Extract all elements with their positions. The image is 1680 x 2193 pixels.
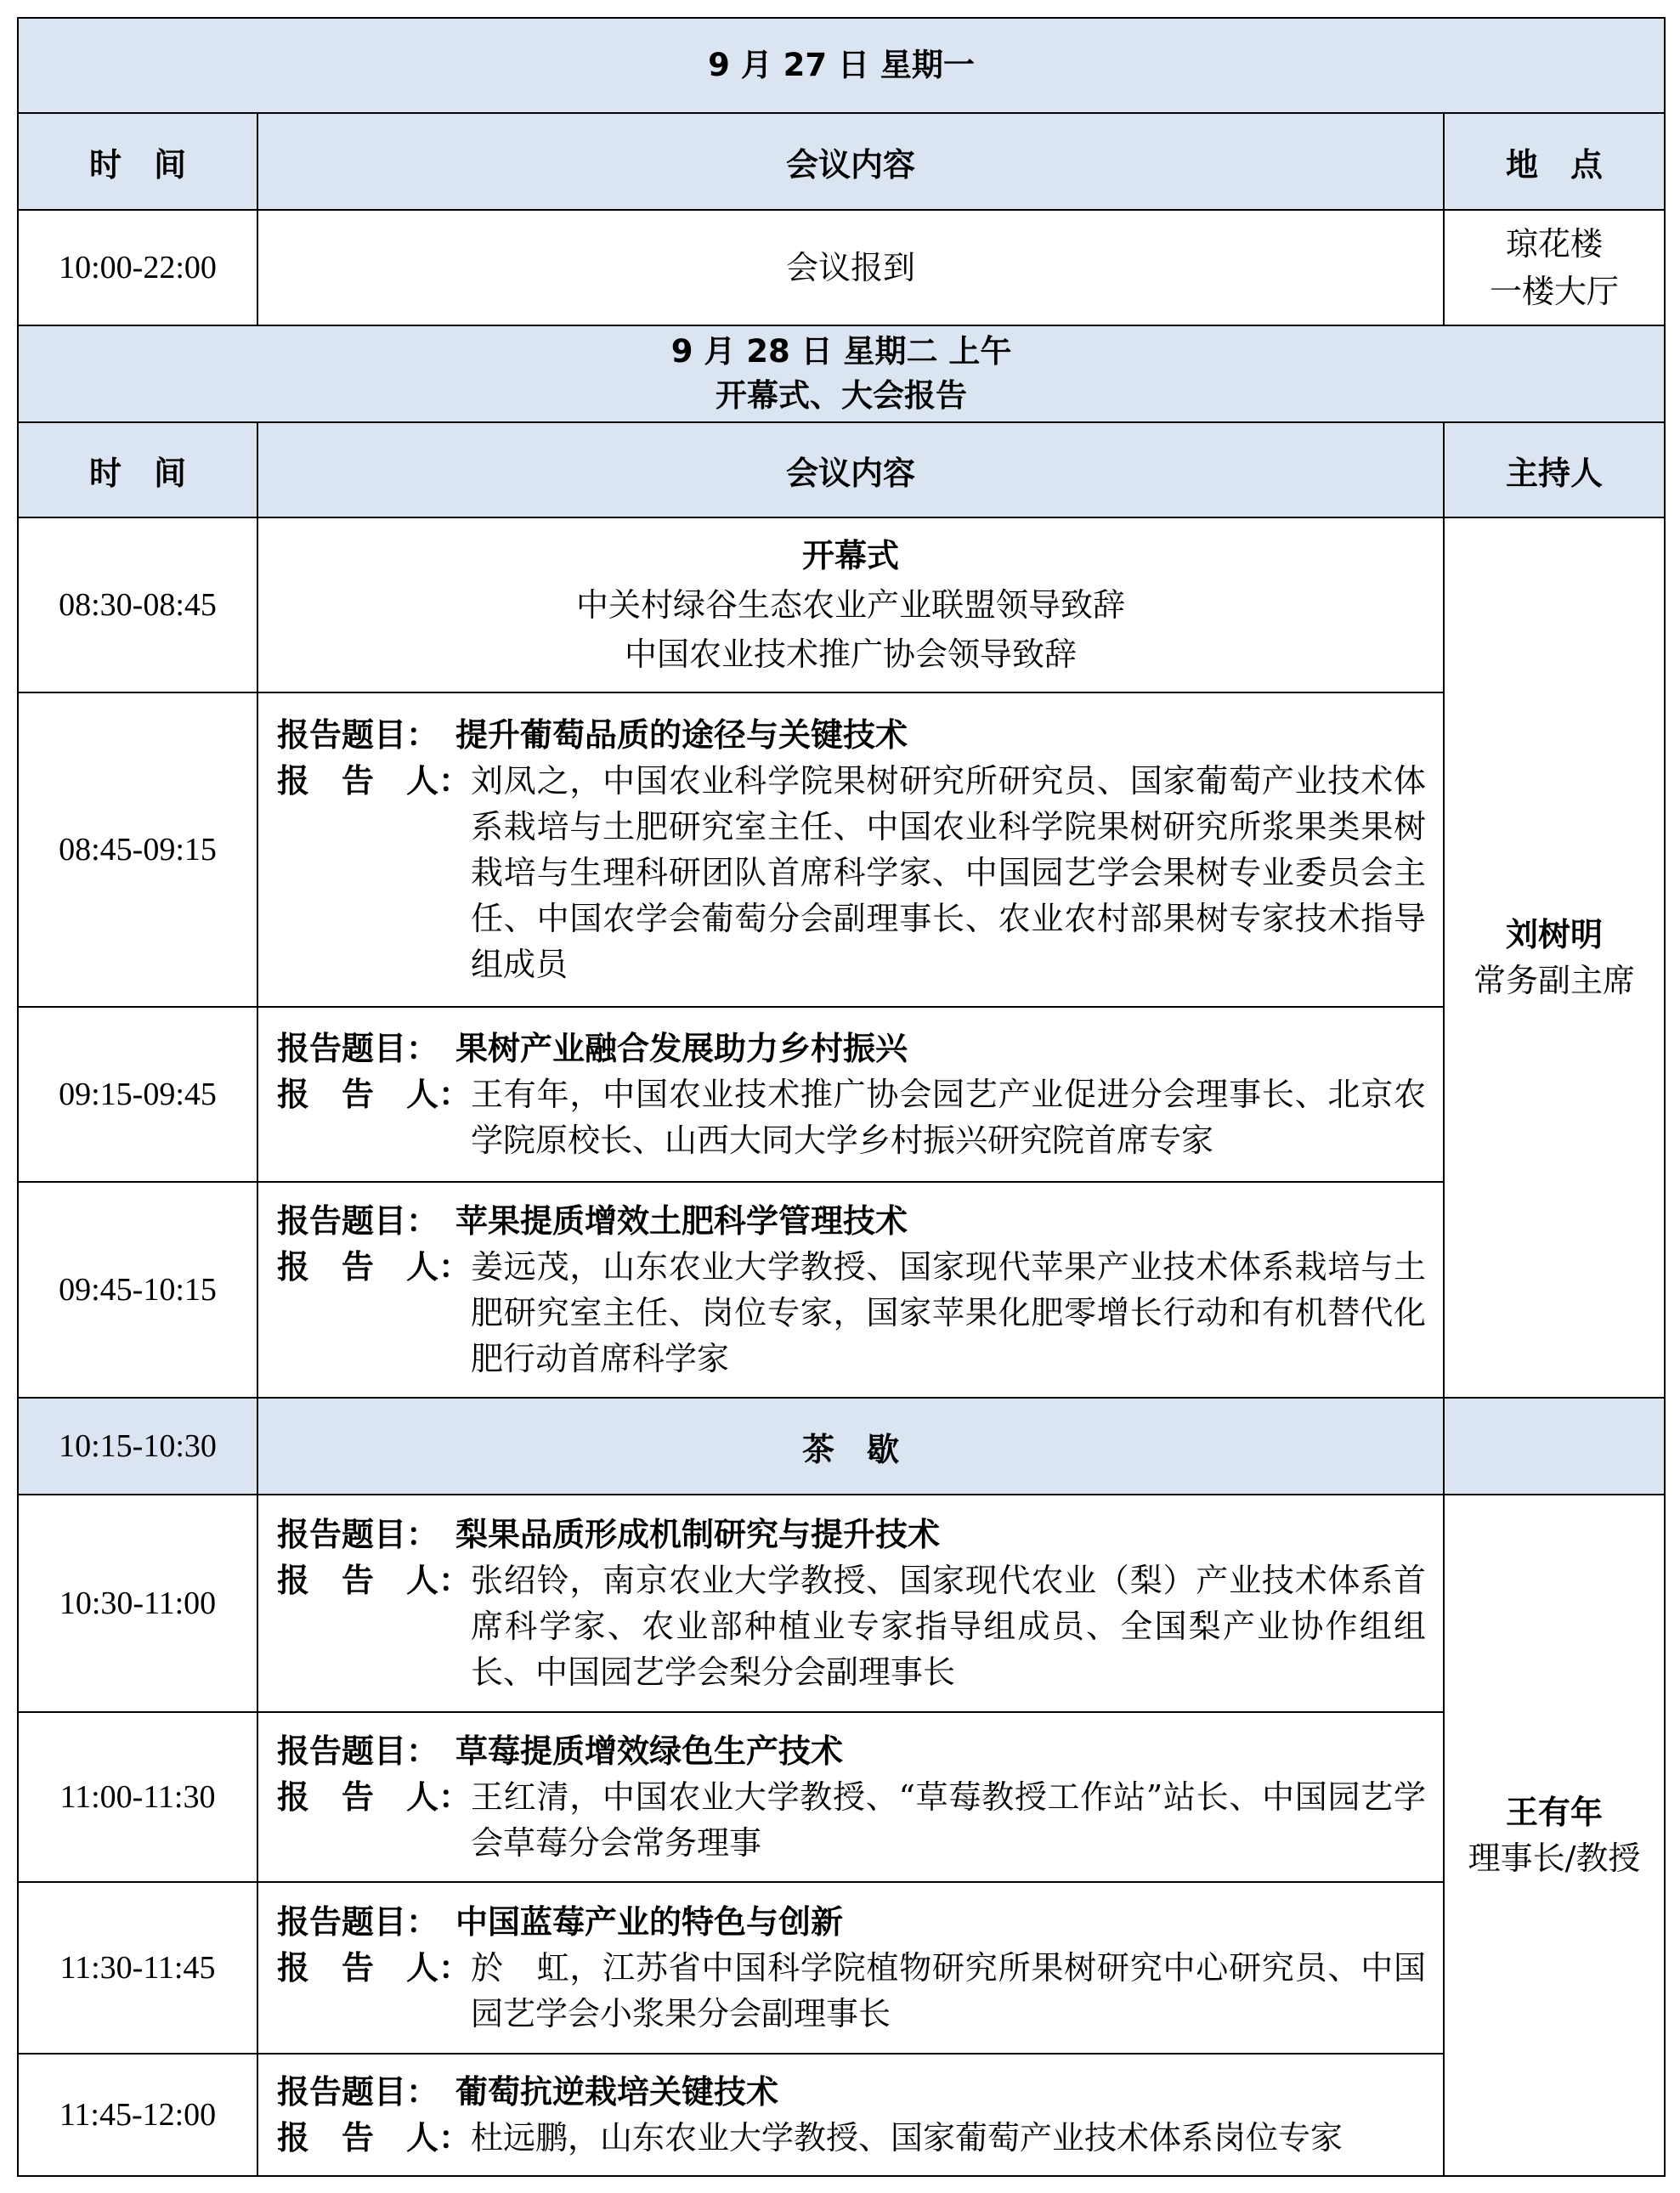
- talk-title-label: 报告题目：: [277, 1903, 439, 1941]
- chair-1: [1444, 517, 1665, 1398]
- talk-time: 11:45-12:00: [18, 2054, 257, 2176]
- talk-title-label: 报告题目：: [277, 716, 439, 754]
- talk-speaker: 於 虹，江苏省中国科学院植物研究所果树研究中心研究员、中国园艺学会小浆果分会副理事长: [471, 1949, 1426, 2032]
- talk-cell: [257, 2054, 1444, 2176]
- talk-cell: [257, 1882, 1444, 2054]
- talk-title: 草莓提质增效绿色生产技术: [455, 1732, 844, 1770]
- talk-speaker: 王有年，中国农业技术推广协会园艺产业促进分会理事长、北京农学院原校长、山西大同大学乡村振兴研究院首席专家: [471, 1076, 1426, 1159]
- talk-speaker: 王红清，中国农业大学教授、“草莓教授工作站”站长、中国园艺学会草莓分会常务理事: [471, 1778, 1426, 1862]
- talk-speaker-label: 报 告 人：: [277, 1949, 472, 1987]
- header-host: 主持人: [1444, 422, 1665, 517]
- talk-title: 中国蓝莓产业的特色与创新: [455, 1903, 844, 1941]
- talk-cell: [257, 1007, 1444, 1182]
- registration-time: 10:00-22:00: [18, 210, 257, 325]
- talk-title-label: 报告题目：: [277, 1516, 439, 1553]
- talk-speaker-label: 报 告 人：: [277, 1076, 472, 1113]
- talk-speaker-label: 报 告 人：: [277, 1778, 472, 1816]
- talk-title-label: 报告题目：: [277, 1202, 439, 1240]
- talk-title: 苹果提质增效土肥科学管理技术: [455, 1202, 908, 1240]
- talk-speaker-label: 报 告 人：: [277, 1562, 472, 1599]
- day1-title: 9 月 27 日 星期一: [18, 18, 1665, 113]
- place-line-2: 一楼大厅: [1490, 273, 1620, 310]
- opening-title: 开幕式: [801, 537, 899, 574]
- talk-time: 08:45-09:15: [18, 692, 257, 1007]
- talk-cell: [257, 1182, 1444, 1398]
- registration-place: [1444, 210, 1665, 325]
- chair-2-name: 王有年: [1506, 1794, 1604, 1831]
- break-empty-cell: [1444, 1398, 1665, 1495]
- place-line-1: 琼花楼: [1506, 225, 1604, 263]
- talk-title-label: 报告题目：: [277, 1030, 439, 1067]
- talk-time: 10:30-11:00: [18, 1495, 257, 1712]
- day2-title: 9 月 28 日 星期二 上午: [670, 333, 1012, 370]
- header-content: 会议内容: [257, 422, 1444, 517]
- talk-speaker-label: 报 告 人：: [277, 2119, 472, 2156]
- chair-2: [1444, 1495, 1665, 2176]
- day2-subtitle: 开幕式、大会报告: [716, 377, 967, 414]
- talk-title-label: 报告题目：: [277, 1732, 439, 1770]
- talk-title: 提升葡萄品质的途径与关键技术: [455, 716, 908, 754]
- talk-time: 09:15-09:45: [18, 1007, 257, 1182]
- opening-line-1: 中关村绿谷生态农业产业联盟领导致辞: [575, 586, 1125, 624]
- header-time: 时 间: [18, 422, 257, 517]
- chair-1-name: 刘树明: [1506, 916, 1604, 953]
- agenda-table: [17, 17, 1666, 2177]
- chair-1-role: 常务副主席: [1474, 962, 1636, 999]
- talk-speaker: 张绍铃，南京农业大学教授、国家现代农业（梨）产业技术体系首席科学家、农业部种植业专家指导组成员、全国梨产业协作组组长、中国园艺学会梨分会副理事长: [471, 1562, 1426, 1691]
- talk-time: 09:45-10:15: [18, 1182, 257, 1398]
- header-time: 时 间: [18, 113, 257, 210]
- talk-title: 果树产业融合发展助力乡村振兴: [455, 1030, 908, 1067]
- talk-time: 11:00-11:30: [18, 1712, 257, 1882]
- break-time: 10:15-10:30: [18, 1398, 257, 1495]
- talk-title-label: 报告题目：: [277, 2073, 439, 2111]
- chair-2-role: 理事长/教授: [1468, 1840, 1641, 1877]
- talk-cell: [257, 1495, 1444, 1712]
- day2-title-cell: [18, 325, 1665, 422]
- talk-speaker-label: 报 告 人：: [277, 1248, 472, 1286]
- talk-time: 11:30-11:45: [18, 1882, 257, 2054]
- talk-speaker: 刘凤之，中国农业科学院果树研究所研究员、国家葡萄产业技术体系栽培与土肥研究室主任、中国农业科学院果树研究所浆果类果树栽培与生理科研团队首席科学家、中国园艺学会果树专业委员会主任、中国农学会葡萄分会副理事长、农业农村部果树专家技术指导组成员: [471, 762, 1426, 983]
- talk-speaker: 杜远鹏，山东农业大学教授、国家葡萄产业技术体系岗位专家: [471, 2119, 1343, 2156]
- talk-cell: [257, 692, 1444, 1007]
- header-content: 会议内容: [257, 113, 1444, 210]
- opening-time: 08:30-08:45: [18, 517, 257, 692]
- talk-title: 葡萄抗逆栽培关键技术: [455, 2073, 779, 2111]
- header-place: 地 点: [1444, 113, 1665, 210]
- registration-content: 会议报到: [257, 210, 1444, 325]
- break-label: 茶 歇: [257, 1398, 1444, 1495]
- opening-content: [257, 517, 1444, 692]
- talk-cell: [257, 1712, 1444, 1882]
- opening-line-2: 中国农业技术推广协会领导致辞: [624, 636, 1077, 673]
- talk-title: 梨果品质形成机制研究与提升技术: [455, 1516, 941, 1553]
- talk-speaker: 姜远茂，山东农业大学教授、国家现代苹果产业技术体系栽培与土肥研究室主任、岗位专家，国家苹果化肥零增长行动和有机替代化肥行动首席科学家: [471, 1248, 1426, 1377]
- talk-speaker-label: 报 告 人：: [277, 762, 472, 800]
